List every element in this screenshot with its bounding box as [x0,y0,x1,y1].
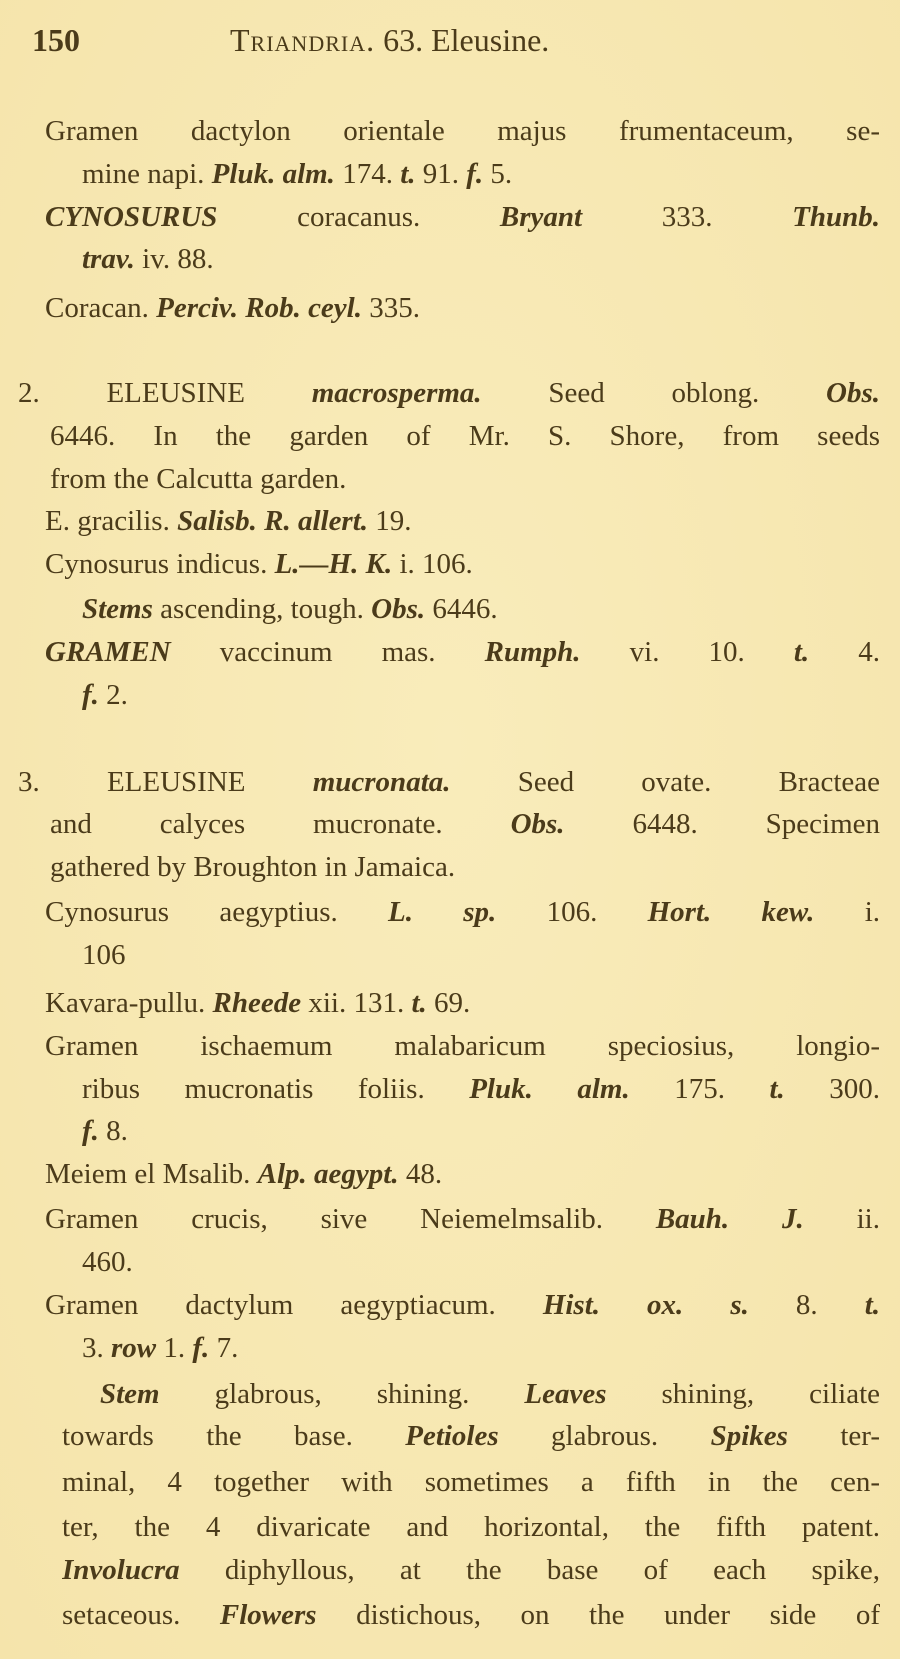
italic-text: Flowers [219,1599,317,1631]
italic-text: Hist. ox. s. [542,1289,749,1321]
roman-text: 300. [784,1073,880,1105]
running-head [230,20,549,60]
roman-text: xii. 131. [301,987,412,1019]
roman-text: 2. [98,679,128,711]
italic-text: t. [400,158,416,190]
roman-text: Seed oblong. [481,377,827,409]
roman-text: Gramen dactylon orientale majus frumentaceum, se- [45,115,880,147]
italic-text: Hort. kew. [647,896,815,928]
roman-text: diphyllous, at the base of each spike, [179,1554,880,1586]
roman-text: 460. [82,1246,133,1278]
text-line [82,1327,238,1369]
roman-text: distichous, on the under side of [316,1599,880,1631]
italic-text: Involucra [62,1554,180,1586]
italic-text: L.—H. K. [274,548,393,580]
roman-text: shining, ciliate [606,1378,880,1410]
italic-text: Obs. [371,593,426,625]
roman-text: from the Calcutta garden. [50,463,347,495]
text-line [82,238,214,280]
running-head-genus: 63. Eleusine. [375,22,550,58]
roman-text: 335. [362,292,420,324]
text-line [62,1461,880,1503]
roman-text: 69. [426,987,471,1019]
text-line [45,543,473,585]
text-line [82,934,126,976]
italic-text: Obs. [510,808,565,840]
roman-text: 333. [582,201,793,233]
italic-text: f. [192,1332,210,1364]
roman-text: 6446. In the garden of Mr. S. Shore, from seeds [50,420,880,452]
italic-text: Rheede [212,987,302,1019]
roman-text: iv. 88. [134,243,214,275]
italic-text: Perciv. Rob. ceyl. [156,292,362,324]
roman-text: setaceous. [62,1599,220,1631]
italic-text: f. [82,679,99,711]
roman-text: 106 [82,939,126,971]
text-line [45,982,470,1024]
roman-text: ribus mucronatis foliis. [82,1073,470,1105]
text-line [50,458,346,500]
text-line [45,196,880,238]
italic-text: Alp. aegypt. [257,1158,399,1190]
italic-text: Obs. [826,377,880,409]
roman-text: i. [814,896,880,928]
roman-text: ter, the 4 divaricate and horizontal, the fifth patent. [62,1511,880,1543]
page-number: 150 [32,22,80,58]
italic-text: Salisb. R. allert. [177,505,369,537]
roman-text: 6448. Specimen [564,808,880,840]
italic-text: GRAMEN [45,636,171,668]
text-line [45,1025,880,1067]
roman-text: 174. [334,158,401,190]
italic-text: mucronata. [312,766,451,798]
roman-text: 2. ELEUSINE [18,377,312,409]
italic-text: Rumph. [484,636,581,668]
roman-text: 91. [415,158,467,190]
roman-text: Cynosurus aegyptius. [45,896,389,928]
roman-text: E. gracilis. [45,505,178,537]
italic-text: t. [864,1289,880,1321]
text-line [82,674,128,716]
roman-text: glabrous. [498,1420,711,1452]
roman-text: minal, 4 together with sometimes a fifth in the cen- [62,1466,880,1498]
text-line [45,110,880,152]
roman-text: towards the base. [62,1420,406,1452]
text-line [50,803,880,845]
roman-text: Kavara-pullu. [45,987,213,1019]
text-line [100,1373,880,1415]
italic-text: Pluk. alm. [469,1073,630,1105]
roman-text: Gramen ischaemum malabaricum speciosius, longio- [45,1030,880,1062]
roman-text: vaccinum mas. [170,636,485,668]
italic-text: row [111,1332,157,1364]
text-line [82,153,512,195]
roman-text: coracanus. [217,201,500,233]
text-line [82,1110,128,1152]
roman-text: 175. [629,1073,770,1105]
text-line [18,372,880,414]
text-line [18,761,880,803]
roman-text: and calyces mucronate. [50,808,511,840]
text-line [45,1198,880,1240]
roman-text: 7. [209,1332,239,1364]
italic-text: CYNOSURUS [45,201,218,233]
roman-text: 5. [483,158,513,190]
text-line [45,1153,442,1195]
roman-text: 48. [398,1158,443,1190]
text-line [62,1549,880,1591]
roman-text: 4. [809,636,880,668]
text-line [45,631,880,673]
text-line [50,415,880,457]
roman-text: glabrous, shining. [159,1378,525,1410]
italic-text: t. [411,987,427,1019]
roman-text: Gramen dactylum aegyptiacum. [45,1289,543,1321]
text-line [62,1415,880,1457]
text-line [82,1241,133,1283]
italic-text: macrosperma. [311,377,482,409]
roman-text: Gramen crucis, sive Neiemelmsalib. [45,1203,656,1235]
roman-text: Meiem el Msalib. [45,1158,258,1190]
roman-text: 1. [156,1332,193,1364]
running-head-class: Triandria. [230,22,376,58]
italic-text: Stem [100,1378,160,1410]
italic-text: t. [793,636,810,668]
roman-text: ter- [787,1420,880,1452]
roman-text: Seed ovate. Bracteae [450,766,880,798]
text-line [62,1506,880,1548]
roman-text: mine napi. [82,158,212,190]
italic-text: f. [466,158,484,190]
italic-text: f. [82,1115,99,1147]
italic-text: Bauh. J. [655,1203,804,1235]
italic-text: Bryant [499,201,583,233]
text-line [45,891,880,933]
roman-text: 106. [496,896,648,928]
text-line [82,1068,880,1110]
text-line [62,1594,880,1636]
italic-text: Thunb. [792,201,880,233]
text-line [45,1284,880,1326]
roman-text: gathered by Broughton in Jamaica. [50,851,456,883]
italic-text: Spikes [710,1420,788,1452]
italic-text: t. [769,1073,785,1105]
roman-text: 19. [368,505,412,537]
italic-text: trav. [82,243,135,275]
roman-text: Coracan. [45,292,157,324]
roman-text: vi. 10. [580,636,794,668]
text-line [45,287,420,329]
roman-text: ascending, tough. [152,593,372,625]
roman-text: i. 106. [392,548,473,580]
text-line [50,846,455,888]
italic-text: Pluk. alm. [211,158,335,190]
italic-text: L. sp. [388,896,497,928]
text-line [45,500,412,542]
roman-text: 3. [82,1332,111,1364]
roman-text: ii. [803,1203,880,1235]
text-line [82,588,498,630]
roman-text: 6446. [425,593,498,625]
roman-text: 3. ELEUSINE [18,766,313,798]
italic-text: Stems [82,593,153,625]
italic-text: Leaves [524,1378,607,1410]
italic-text: Petioles [405,1420,499,1452]
roman-text: Cynosurus indicus. [45,548,275,580]
roman-text: 8. [748,1289,865,1321]
roman-text: 8. [98,1115,128,1147]
